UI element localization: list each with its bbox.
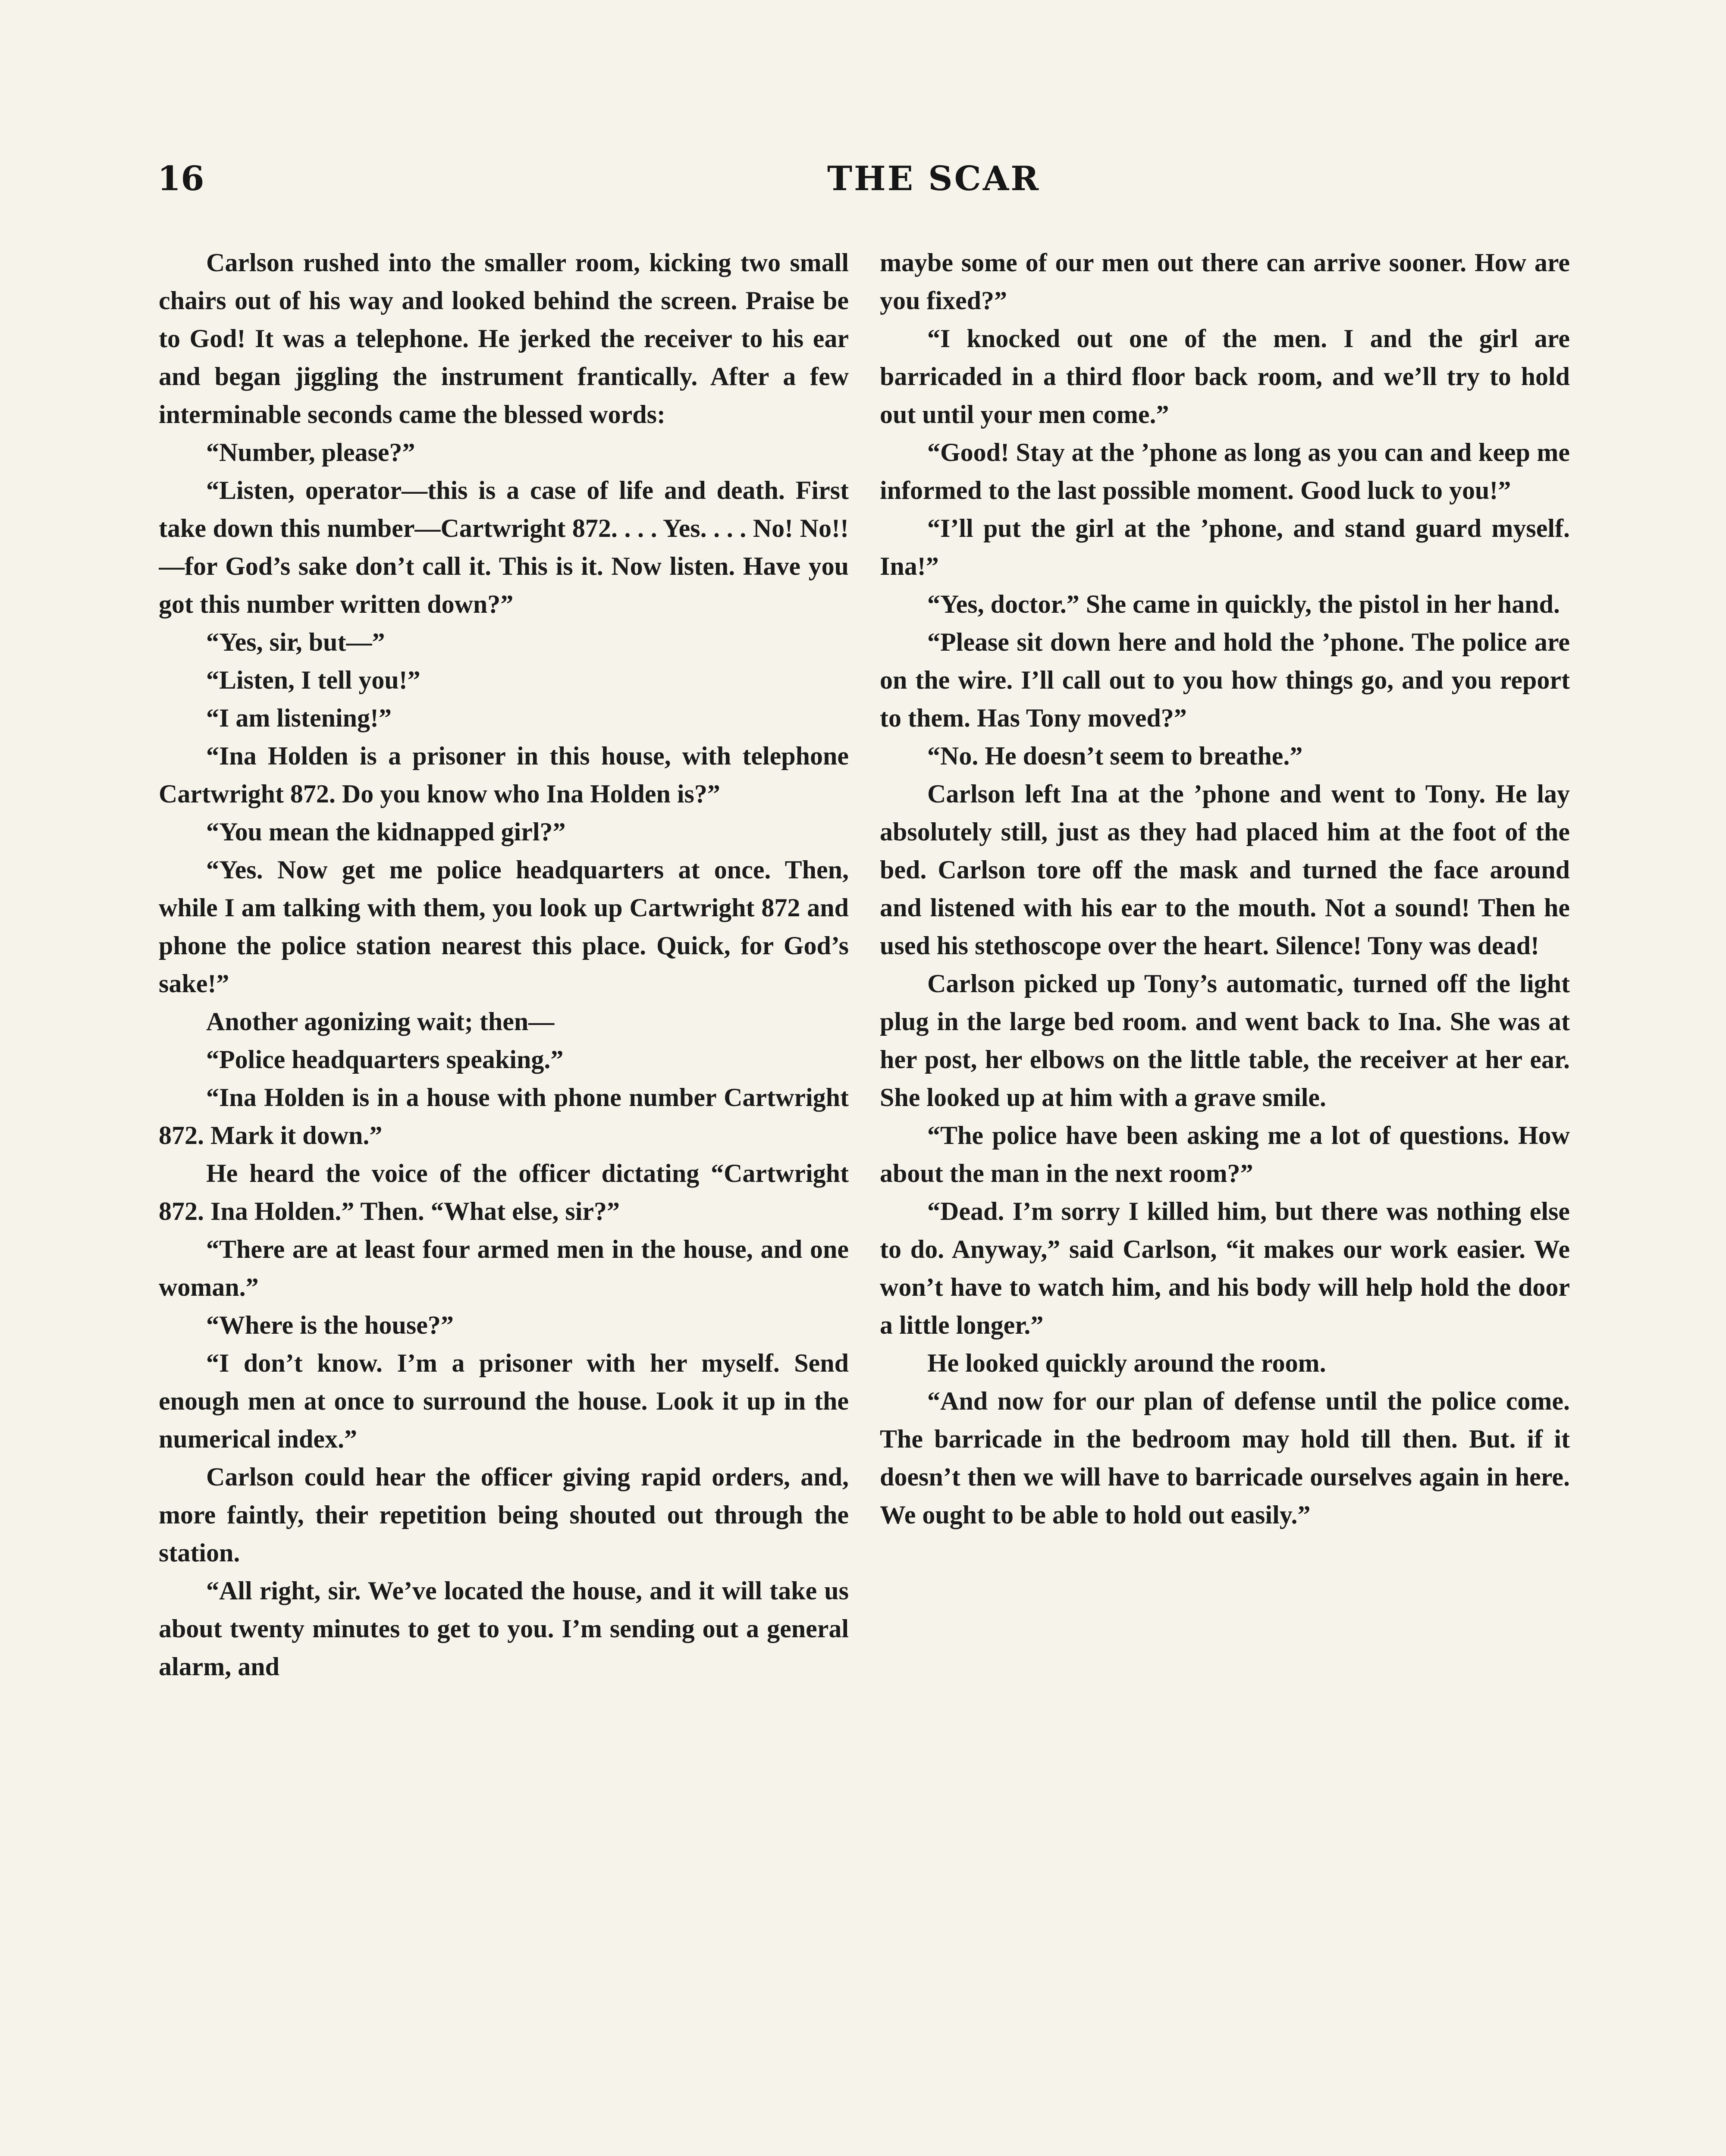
paragraph: “Where is the house?” (206, 1311, 454, 1339)
paragraph: “There are at least four armed men in the house, and one woman.” (159, 1235, 849, 1301)
paragraph: Carlson rushed into the smaller room, kicking two small chairs out of his way and looked behind the screen. Praise be to God! It was a telephone. He jerked the receiver to his ear and began jiggling the instrument frantically. After a few interminable seconds came the blessed words: (159, 248, 849, 429)
paragraph-continued: maybe some of our men out there can arrive sooner. How are you fixed?” (880, 248, 1570, 315)
paragraph: “No. He doesn’t seem to breathe.” (927, 742, 1303, 770)
paragraph: He heard the voice of the officer dictating “Cartwright 872. Ina Holden.” Then. “What else, sir?” (159, 1159, 849, 1225)
paragraph: “Yes, sir, but—” (206, 628, 385, 656)
running-title: THE SCAR (827, 159, 1041, 198)
paragraph: “I am listening!” (206, 704, 392, 732)
paragraph: “Yes, doctor.” She came in quickly, the pistol in her hand. (927, 590, 1560, 618)
paragraph: “I knocked out one of the men. I and the girl are barricaded in a third floor back room, and we’ll try to hold out until your men come.” (880, 324, 1570, 429)
paragraph: “Ina Holden is in a house with phone number Cartwright 872. Mark it down.” (159, 1083, 849, 1150)
paragraph: “And now for our plan of defense until the police come. The barricade in the bedroom may hold till then. But. if it doesn’t then we will have to barricade ourselves again in here. We ought to be able to hold out easily.” (880, 1387, 1570, 1529)
page-header (157, 155, 1041, 203)
left-text-column (159, 244, 849, 2156)
paragraph: Another agonizing wait; then— (206, 1007, 555, 1036)
paragraph: “The police have been asking me a lot of questions. How about the man in the next room?” (880, 1121, 1570, 1188)
paragraph: “I don’t know. I’m a prisoner with her myself. Send enough men at once to surround the house. Look it up in the numerical index.” (159, 1349, 849, 1453)
paragraph: Carlson left Ina at the ’phone and went to Tony. He lay absolutely still, just as they had placed him at the foot of the bed. Carlson tore off the mask and turned the face around and listened with his ear to the mouth. Not a sound! Then he used his stethoscope over the heart. Silence! Tony was dead! (880, 780, 1570, 960)
paragraph: Carlson could hear the officer giving rapid orders, and, more faintly, their repetition being shouted out through the station. (159, 1463, 849, 1567)
paragraph: Carlson picked up Tony’s automatic, turned off the light plug in the large bed room. and went back to Ina. She was at her post, her elbows on the little table, the receiver at her ear. She looked up at him with a grave smile. (880, 969, 1570, 1112)
paragraph: “Listen, I tell you!” (206, 666, 421, 694)
page-number: 16 (157, 159, 204, 198)
paragraph: “Please sit down here and hold the ’phone. The police are on the wire. I’ll call out to you how things go, and you report to them. Has Tony moved?” (880, 628, 1570, 732)
paragraph: “Good! Stay at the ’phone as long as you can and keep me informed to the last possible moment. Good luck to you!” (880, 438, 1570, 505)
paragraph: “I’ll put the girl at the ’phone, and stand guard myself. Ina!” (880, 514, 1570, 580)
paragraph: “Yes. Now get me police headquarters at once. Then, while I am talking with them, you look up Cartwright 872 and phone the police station nearest this place. Quick, for God’s sake!” (159, 856, 849, 998)
paragraph: “Dead. I’m sorry I killed him, but there was nothing else to do. Anyway,” said Carlson, “it makes our work easier. We won’t have to watch him, and his body will help hold the door a little longer.” (880, 1197, 1570, 1339)
paragraph: “You mean the kidnapped girl?” (206, 818, 566, 846)
paragraph: “Number, please?” (206, 438, 415, 467)
paragraph: “Listen, operator—this is a case of life and death. First take down this number—Cartwright 872. . . . Yes. . . . No! No!!—for God’s sake don’t call it. This is it. Now listen. Have you got this number written down?” (159, 476, 849, 618)
paragraph: “Ina Holden is a prisoner in this house, with telephone Cartwright 872. Do you know who Ina Holden is?” (159, 742, 849, 808)
paragraph: “All right, sir. We’ve located the house, and it will take us about twenty minutes to get to you. I’m sending out a general alarm, and (159, 1576, 849, 1681)
paragraph: He looked quickly around the room. (927, 1349, 1326, 1377)
right-text-column (880, 244, 1570, 2156)
paragraph: “Police headquarters speaking.” (206, 1045, 564, 1074)
